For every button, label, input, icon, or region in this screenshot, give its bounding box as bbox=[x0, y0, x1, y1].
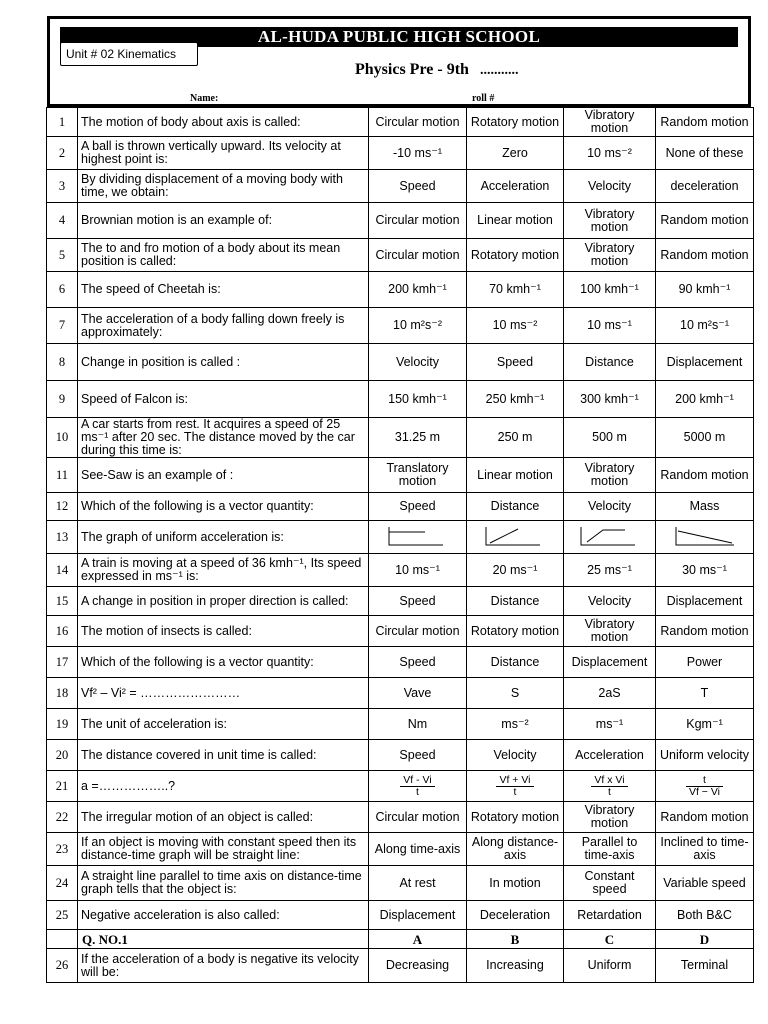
option-b[interactable]: Velocity bbox=[467, 740, 564, 771]
option-a-formula[interactable] bbox=[369, 771, 467, 802]
option-b[interactable]: Increasing bbox=[467, 949, 564, 983]
question-text: A straight line parallel to time axis on distance-time graph tells that the object is: bbox=[78, 866, 369, 901]
option-b[interactable]: 70 kmh⁻¹ bbox=[467, 272, 564, 308]
option-b[interactable]: S bbox=[467, 678, 564, 709]
numerator: Vf x Vi bbox=[591, 775, 627, 787]
question-row bbox=[47, 554, 754, 587]
graph-rising-line-icon bbox=[482, 525, 548, 549]
option-c[interactable]: Vibratory motion bbox=[564, 802, 656, 833]
option-d[interactable]: Mass bbox=[656, 493, 754, 521]
question-text: The to and fro motion of a body about its mean position is called: bbox=[78, 239, 369, 272]
question-row bbox=[47, 740, 754, 771]
option-c[interactable]: Vibratory motion bbox=[564, 239, 656, 272]
option-b-formula[interactable] bbox=[467, 771, 564, 802]
roll-label: roll # bbox=[472, 93, 495, 104]
question-text: The motion of insects is called: bbox=[78, 616, 369, 647]
key-header-col-d: D bbox=[656, 930, 754, 949]
option-a[interactable]: 150 kmh⁻¹ bbox=[369, 381, 467, 418]
option-d[interactable]: deceleration bbox=[656, 170, 754, 203]
question-number: 11 bbox=[47, 458, 78, 493]
question-row bbox=[47, 170, 754, 203]
option-c[interactable]: Velocity bbox=[564, 170, 656, 203]
option-c[interactable]: Vibratory motion bbox=[564, 108, 656, 137]
option-a[interactable]: Circular motion bbox=[369, 616, 467, 647]
option-d[interactable]: Variable speed bbox=[656, 866, 754, 901]
question-number: 17 bbox=[47, 647, 78, 678]
question-row bbox=[47, 949, 754, 983]
question-number: 20 bbox=[47, 740, 78, 771]
option-a[interactable]: 10 ms⁻¹ bbox=[369, 554, 467, 587]
question-number: 7 bbox=[47, 308, 78, 344]
option-b-graph[interactable] bbox=[467, 521, 564, 554]
option-a[interactable]: Speed bbox=[369, 587, 467, 616]
option-d[interactable]: None of these bbox=[656, 137, 754, 170]
question-text: The acceleration of a body falling down freely is approximately: bbox=[78, 308, 369, 344]
question-number: 23 bbox=[47, 833, 78, 866]
key-header-col-b: B bbox=[467, 930, 564, 949]
question-row bbox=[47, 239, 754, 272]
option-b[interactable]: 20 ms⁻¹ bbox=[467, 554, 564, 587]
option-d[interactable]: 10 m²s⁻¹ bbox=[656, 308, 754, 344]
option-b[interactable]: 250 kmh⁻¹ bbox=[467, 381, 564, 418]
option-a[interactable]: Vave bbox=[369, 678, 467, 709]
question-text: The unit of acceleration is: bbox=[78, 709, 369, 740]
option-c[interactable]: ms⁻¹ bbox=[564, 709, 656, 740]
option-d[interactable]: Random motion bbox=[656, 108, 754, 137]
question-number: 24 bbox=[47, 866, 78, 901]
option-c[interactable]: Constant speed bbox=[564, 866, 656, 901]
option-d[interactable]: 5000 m bbox=[656, 418, 754, 458]
question-row bbox=[47, 802, 754, 833]
question-text: A change in position in proper direction is called: bbox=[78, 587, 369, 616]
option-b[interactable]: 10 ms⁻² bbox=[467, 308, 564, 344]
question-text: If the acceleration of a body is negative its velocity will be: bbox=[78, 949, 369, 983]
question-number: 12 bbox=[47, 493, 78, 521]
question-text: Which of the following is a vector quantity: bbox=[78, 493, 369, 521]
fraction bbox=[400, 775, 434, 798]
question-text: By dividing displacement of a moving body with time, we obtain: bbox=[78, 170, 369, 203]
option-d[interactable]: 30 ms⁻¹ bbox=[656, 554, 754, 587]
option-c-graph[interactable] bbox=[564, 521, 656, 554]
question-text: A ball is thrown vertically upward. Its velocity at highest point is: bbox=[78, 137, 369, 170]
option-b[interactable]: Distance bbox=[467, 647, 564, 678]
question-row bbox=[47, 308, 754, 344]
option-b[interactable]: 250 m bbox=[467, 418, 564, 458]
option-a[interactable]: Speed bbox=[369, 493, 467, 521]
key-header-col-a: A bbox=[369, 930, 467, 949]
option-c[interactable]: Vibratory motion bbox=[564, 458, 656, 493]
option-b[interactable]: Distance bbox=[467, 587, 564, 616]
question-row bbox=[47, 771, 754, 802]
option-d[interactable]: Displacement bbox=[656, 344, 754, 381]
question-number: 21 bbox=[47, 771, 78, 802]
option-d[interactable]: 90 kmh⁻¹ bbox=[656, 272, 754, 308]
question-text: The motion of body about axis is called: bbox=[78, 108, 369, 137]
option-a[interactable]: Speed bbox=[369, 647, 467, 678]
graph-line bbox=[389, 527, 443, 545]
option-d[interactable]: Uniform velocity bbox=[656, 740, 754, 771]
option-a[interactable]: 31.25 m bbox=[369, 418, 467, 458]
question-row bbox=[47, 901, 754, 930]
option-b[interactable]: Rotatory motion bbox=[467, 239, 564, 272]
option-a[interactable]: Circular motion bbox=[369, 203, 467, 239]
option-a[interactable]: Displacement bbox=[369, 901, 467, 930]
option-c[interactable]: Vibratory motion bbox=[564, 616, 656, 647]
numerator: t bbox=[686, 775, 723, 787]
question-row bbox=[47, 458, 754, 493]
option-d-graph[interactable] bbox=[656, 521, 754, 554]
option-a[interactable]: Circular motion bbox=[369, 802, 467, 833]
option-d[interactable]: 200 kmh⁻¹ bbox=[656, 381, 754, 418]
option-b[interactable]: In motion bbox=[467, 866, 564, 901]
graph-ramp-then-flat-icon bbox=[577, 525, 643, 549]
option-b[interactable]: Rotatory motion bbox=[467, 802, 564, 833]
denominator: t bbox=[513, 785, 517, 798]
option-c[interactable]: 100 kmh⁻¹ bbox=[564, 272, 656, 308]
option-d[interactable]: Random motion bbox=[656, 458, 754, 493]
option-d[interactable]: Random motion bbox=[656, 239, 754, 272]
option-b[interactable]: Rotatory motion bbox=[467, 616, 564, 647]
question-text: The irregular motion of an object is called: bbox=[78, 802, 369, 833]
option-c[interactable]: Vibratory motion bbox=[564, 203, 656, 239]
denominator: Vf − Vi bbox=[688, 785, 721, 798]
unit-label: Unit # 02 Kinematics bbox=[60, 42, 198, 66]
question-number: 25 bbox=[47, 901, 78, 930]
option-c[interactable]: 300 kmh⁻¹ bbox=[564, 381, 656, 418]
option-b[interactable]: Distance bbox=[467, 493, 564, 521]
question-row bbox=[47, 137, 754, 170]
question-text: The graph of uniform acceleration is: bbox=[78, 521, 369, 554]
option-b[interactable]: ms⁻² bbox=[467, 709, 564, 740]
option-a[interactable]: 10 m²s⁻² bbox=[369, 308, 467, 344]
question-number: 16 bbox=[47, 616, 78, 647]
option-c[interactable]: Retardation bbox=[564, 901, 656, 930]
question-number: 19 bbox=[47, 709, 78, 740]
option-a[interactable]: Decreasing bbox=[369, 949, 467, 983]
question-row bbox=[47, 272, 754, 308]
question-text: Speed of Falcon is: bbox=[78, 381, 369, 418]
graph-falling-line-icon bbox=[672, 525, 738, 549]
option-a[interactable]: 200 kmh⁻¹ bbox=[369, 272, 467, 308]
option-c[interactable]: 25 ms⁻¹ bbox=[564, 554, 656, 587]
question-text: Change in position is called : bbox=[78, 344, 369, 381]
option-c[interactable]: Uniform bbox=[564, 949, 656, 983]
option-a-graph[interactable] bbox=[369, 521, 467, 554]
graph-line bbox=[676, 527, 734, 545]
option-c[interactable]: Velocity bbox=[564, 493, 656, 521]
subject-title: Physics Pre - 9th bbox=[355, 61, 469, 78]
question-number: 2 bbox=[47, 137, 78, 170]
option-a[interactable]: Translatory motion bbox=[369, 458, 467, 493]
question-number: 15 bbox=[47, 587, 78, 616]
option-a[interactable]: At rest bbox=[369, 866, 467, 901]
denominator: t bbox=[608, 785, 611, 798]
school-name: AL-HUDA PUBLIC HIGH SCHOOL bbox=[60, 27, 738, 47]
option-a[interactable]: -10 ms⁻¹ bbox=[369, 137, 467, 170]
question-row bbox=[47, 381, 754, 418]
question-row bbox=[47, 647, 754, 678]
option-b[interactable]: Acceleration bbox=[467, 170, 564, 203]
question-row bbox=[47, 616, 754, 647]
option-b[interactable]: Deceleration bbox=[467, 901, 564, 930]
option-d[interactable]: Random motion bbox=[656, 802, 754, 833]
question-text: Brownian motion is an example of: bbox=[78, 203, 369, 239]
question-row bbox=[47, 418, 754, 458]
question-row bbox=[47, 678, 754, 709]
question-table bbox=[46, 107, 754, 983]
option-d[interactable]: Kgm⁻¹ bbox=[656, 709, 754, 740]
question-text: If an object is moving with constant speed then its distance-time graph will be straight line: bbox=[78, 833, 369, 866]
option-c-formula[interactable] bbox=[564, 771, 656, 802]
option-c[interactable]: 10 ms⁻² bbox=[564, 137, 656, 170]
option-b[interactable]: Linear motion bbox=[467, 203, 564, 239]
key-header-col-c: C bbox=[564, 930, 656, 949]
option-c[interactable]: Acceleration bbox=[564, 740, 656, 771]
question-number: 10 bbox=[47, 418, 78, 458]
question-text: A car starts from rest. It acquires a speed of 25 ms⁻¹ after 20 sec. The distance moved by the car during this time is: bbox=[78, 418, 369, 458]
question-text: Vf² – Vi² = …………………… bbox=[78, 678, 369, 709]
graph-line bbox=[581, 527, 635, 545]
question-number: 4 bbox=[47, 203, 78, 239]
question-text: The speed of Cheetah is: bbox=[78, 272, 369, 308]
answer-key-header bbox=[47, 930, 754, 949]
question-number: 26 bbox=[47, 949, 78, 983]
name-label: Name: bbox=[190, 93, 219, 104]
numerator: Vf - Vi bbox=[400, 775, 434, 787]
question-number: 6 bbox=[47, 272, 78, 308]
option-c[interactable]: Parallel to time-axis bbox=[564, 833, 656, 866]
option-b[interactable]: Along distance-axis bbox=[467, 833, 564, 866]
option-d[interactable]: T bbox=[656, 678, 754, 709]
graph-flat-line-icon bbox=[385, 525, 451, 549]
option-c[interactable]: Displacement bbox=[564, 647, 656, 678]
question-number: 8 bbox=[47, 344, 78, 381]
option-d[interactable]: Random motion bbox=[656, 616, 754, 647]
question-text: A train is moving at a speed of 36 kmh⁻¹, Its speed expressed in ms⁻¹ is: bbox=[78, 554, 369, 587]
question-number: 9 bbox=[47, 381, 78, 418]
option-c[interactable]: 10 ms⁻¹ bbox=[564, 308, 656, 344]
question-number: 14 bbox=[47, 554, 78, 587]
option-a[interactable]: Circular motion bbox=[369, 108, 467, 137]
option-d[interactable]: Displacement bbox=[656, 587, 754, 616]
question-row bbox=[47, 709, 754, 740]
question-number: 13 bbox=[47, 521, 78, 554]
option-d[interactable]: Random motion bbox=[656, 203, 754, 239]
option-b[interactable]: Rotatory motion bbox=[467, 108, 564, 137]
option-a[interactable]: Velocity bbox=[369, 344, 467, 381]
option-c[interactable]: 500 m bbox=[564, 418, 656, 458]
option-d[interactable]: Terminal bbox=[656, 949, 754, 983]
question-text: a =……………..? bbox=[78, 771, 369, 802]
question-number: 22 bbox=[47, 802, 78, 833]
fraction bbox=[686, 775, 723, 798]
question-row bbox=[47, 587, 754, 616]
option-b[interactable]: Linear motion bbox=[467, 458, 564, 493]
numerator: Vf + Vi bbox=[496, 775, 533, 787]
option-a[interactable]: Nm bbox=[369, 709, 467, 740]
question-text: Negative acceleration is also called: bbox=[78, 901, 369, 930]
option-b[interactable]: Speed bbox=[467, 344, 564, 381]
question-text: Which of the following is a vector quantity: bbox=[78, 647, 369, 678]
option-a[interactable]: Along time-axis bbox=[369, 833, 467, 866]
question-row bbox=[47, 521, 754, 554]
option-c[interactable]: 2aS bbox=[564, 678, 656, 709]
option-a[interactable]: Circular motion bbox=[369, 239, 467, 272]
option-a[interactable]: Speed bbox=[369, 740, 467, 771]
key-header-blank bbox=[47, 930, 78, 949]
fraction bbox=[496, 775, 533, 798]
option-b[interactable]: Zero bbox=[467, 137, 564, 170]
question-row bbox=[47, 833, 754, 866]
option-d[interactable]: Inclined to time-axis bbox=[656, 833, 754, 866]
question-number: 5 bbox=[47, 239, 78, 272]
denominator: t bbox=[416, 785, 419, 798]
key-header-label: Q. NO.1 bbox=[78, 930, 369, 949]
option-d[interactable]: Both B&C bbox=[656, 901, 754, 930]
question-number: 18 bbox=[47, 678, 78, 709]
question-row bbox=[47, 493, 754, 521]
option-d[interactable]: Power bbox=[656, 647, 754, 678]
option-a[interactable]: Speed bbox=[369, 170, 467, 203]
header-box bbox=[47, 16, 751, 107]
question-text: See-Saw is an example of : bbox=[78, 458, 369, 493]
option-c[interactable]: Velocity bbox=[564, 587, 656, 616]
question-row bbox=[47, 203, 754, 239]
question-number: 3 bbox=[47, 170, 78, 203]
subject-dots: ........... bbox=[480, 63, 519, 78]
question-number: 1 bbox=[47, 108, 78, 137]
question-text: The distance covered in unit time is called: bbox=[78, 740, 369, 771]
option-d-formula[interactable] bbox=[656, 771, 754, 802]
fraction bbox=[591, 775, 627, 798]
question-row bbox=[47, 344, 754, 381]
question-row bbox=[47, 866, 754, 901]
graph-line bbox=[486, 527, 540, 545]
question-row bbox=[47, 108, 754, 137]
option-c[interactable]: Distance bbox=[564, 344, 656, 381]
